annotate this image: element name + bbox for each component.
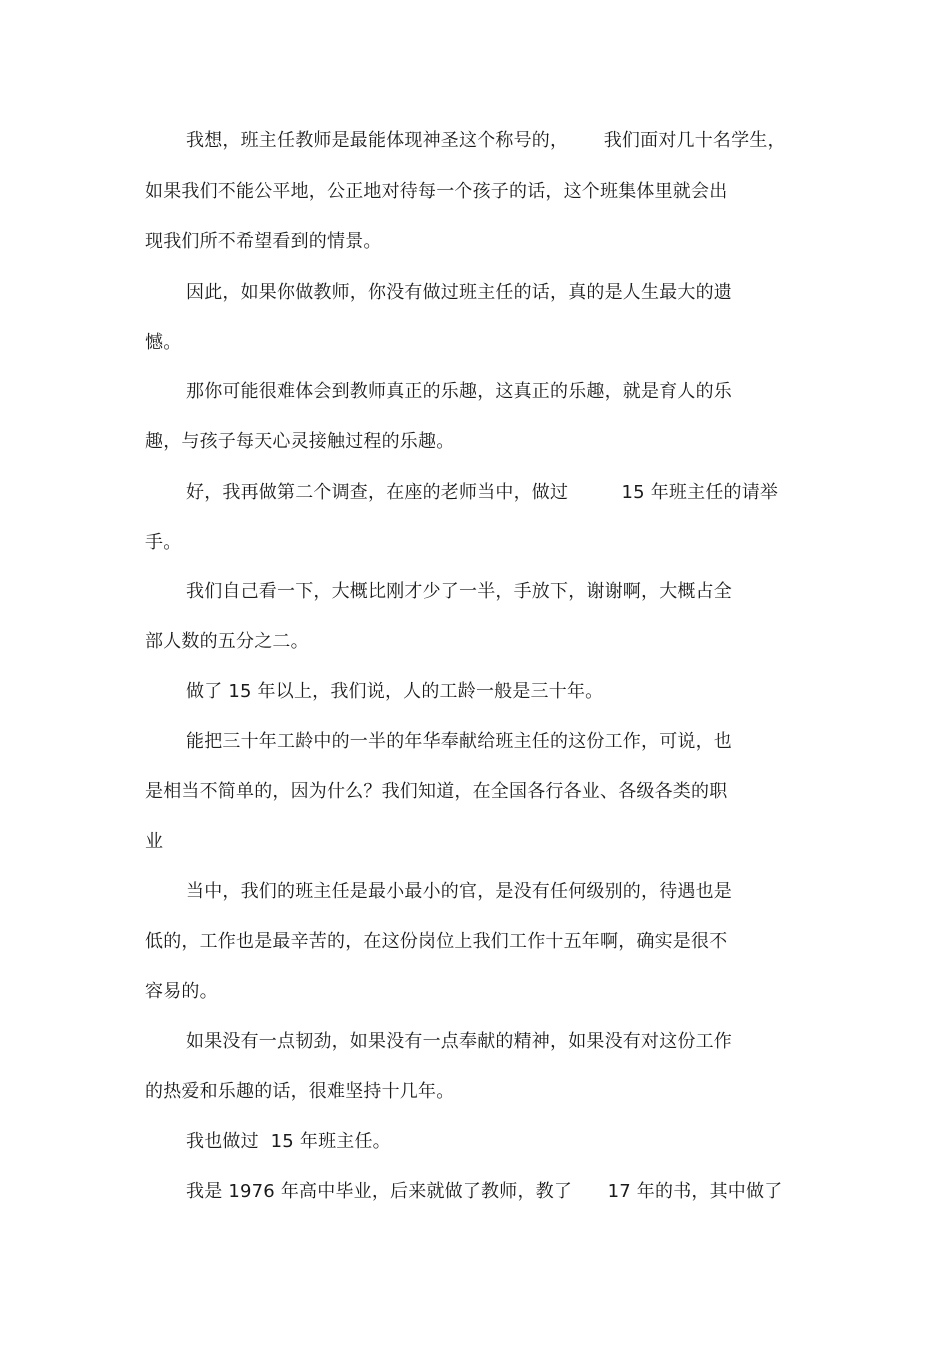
text-line: 憾。: [145, 332, 182, 353]
text-line: 能把三十年工龄中的一半的年华奉献给班主任的这份工作，可说，也: [186, 731, 732, 752]
text-line: 手。: [145, 532, 182, 553]
text-line: 当中，我们的班主任是最小最小的官，是没有任何级别的，待遇也是: [186, 881, 732, 902]
text-line: 容易的。: [145, 981, 218, 1002]
text-line: 那你可能很难体会到教师真正的乐趣，这真正的乐趣，就是育人的乐: [186, 381, 732, 402]
text-line: 是相当不简单的，因为什么？我们知道，在全国各行各业、各级各类的职: [145, 781, 728, 802]
text-line: 的热爱和乐趣的话，很难坚持十几年。: [145, 1081, 455, 1102]
text-line: 趣，与孩子每天心灵接触过程的乐趣。: [145, 431, 455, 452]
text-line: 我们自己看一下，大概比刚才少了一半，手放下，谢谢啊，大概占全: [186, 581, 732, 602]
text-line: 我也做过 15 年班主任。: [186, 1131, 391, 1152]
text-line: 现我们所不希望看到的情景。: [145, 231, 382, 252]
text-line: 我想，班主任教师是最能体现神圣这个称号的， 我们面对几十名学生，: [186, 130, 786, 151]
text-line: 好，我再做第二个调查，在座的老师当中，做过 15 年班主任的请举: [186, 482, 779, 503]
text-line: 如果没有一点韧劲，如果没有一点奉献的精神，如果没有对这份工作: [186, 1031, 732, 1052]
text-line: 因此，如果你做教师，你没有做过班主任的话，真的是人生最大的遗: [186, 282, 732, 303]
text-line: 我是 1976 年高中毕业，后来就做了教师，教了 17 年的书，其中做了: [186, 1181, 783, 1202]
text-line: 做了 15 年以上，我们说，人的工龄一般是三十年。: [186, 681, 604, 702]
text-line: 部人数的五分之二。: [145, 631, 309, 652]
text-line: 如果我们不能公平地，公正地对待每一个孩子的话，这个班集体里就会出: [145, 181, 728, 202]
text-line: 业: [145, 831, 164, 852]
text-line: 低的，工作也是最辛苦的，在这份岗位上我们工作十五年啊，确实是很不: [145, 931, 728, 952]
